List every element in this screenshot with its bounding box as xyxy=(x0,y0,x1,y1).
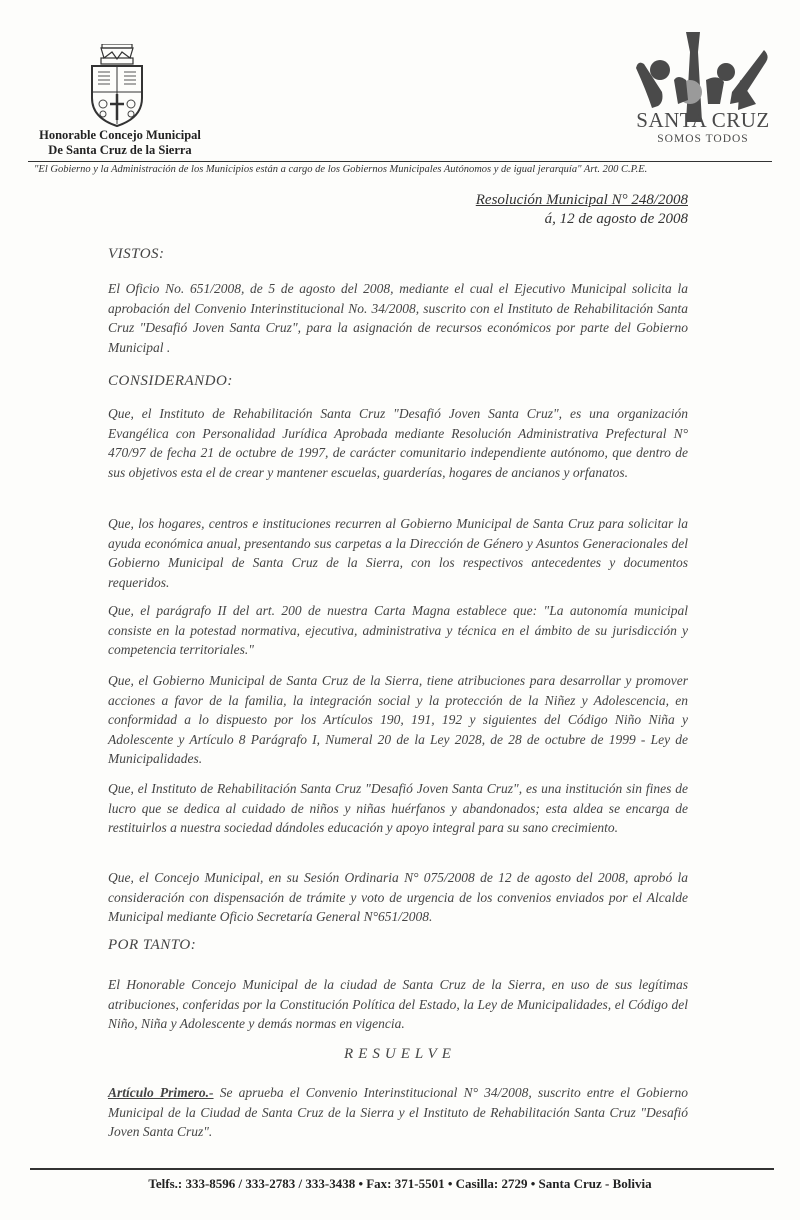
article-first-label: Artículo Primero.- xyxy=(108,1085,214,1100)
resolution-title: Resolución Municipal N° 248/2008 xyxy=(475,192,688,208)
coat-of-arms-icon xyxy=(88,44,146,128)
brand-name: SANTA CRUZ xyxy=(636,108,770,132)
header-divider xyxy=(28,161,772,162)
paragraph-considerando-3: Que, el parágrafo II del art. 200 de nuestra Carta Magna establece que: "La autonomía municipal consiste en la potestad normativa, ejecutiva, administrativa y técnica en el ámbito de su jurisdicción y competencia territoriales." xyxy=(108,603,688,657)
council-name xyxy=(20,128,220,158)
resolution-date: á, 12 de agosto de 2008 xyxy=(544,211,688,227)
article-first xyxy=(108,1083,688,1142)
brand-slogan: SOMOS TODOS xyxy=(657,133,749,145)
paragraph-considerando-4: Que, el Gobierno Municipal de Santa Cruz de la Sierra, tiene atribuciones para desarrollar y promover acciones a favor de la familia, la integración social y la protección de la Niñez y Adolescencia, en conformidad a lo dispuesto por los Artículos 190, 191, 192 y siguientes del Código Niño Niña y Adolescente y Artículo 8 Parágrafo I, Numeral 20 de la Ley 2028, de 28 de octubre de 1999 - Ley de Municipalidades. xyxy=(108,673,688,766)
article-first-text: Se aprueba el Convenio Interinstitucional N° 34/2008, suscrito entre el Gobierno Municipal de la Ciudad de Santa Cruz de la Sierra y el Instituto de Rehabilitación Santa Cruz "Desafió Joven Santa Cruz". xyxy=(108,1085,688,1139)
section-vistos: VISTOS: xyxy=(108,246,165,262)
section-considerando: CONSIDERANDO: xyxy=(108,373,233,389)
paragraph-vistos: El Oficio No. 651/2008, de 5 de agosto del 2008, mediante el cual el Ejecutivo Municipal solicita la aprobación del Convenio Interinstitucional No. 34/2008, suscrito con el Instituto de Rehabilitación Santa Cruz "Desafió Joven Santa Cruz", para la asignación de recursos económicos por parte del Gobierno Municipal . xyxy=(108,281,688,355)
paragraph-considerando-5: Que, el Instituto de Rehabilitación Santa Cruz "Desafió Joven Santa Cruz", es una institución sin fines de lucro que se dedica al cuidado de niños y niñas huérfanos y abandonados; esta aldea se encarga de restituirlos a nuestra sociedad dándoles educación y apoyo integral para su sano crecimiento. xyxy=(108,781,688,835)
section-por-tanto: POR TANTO: xyxy=(108,937,197,953)
paragraph-considerando-6: Que, el Concejo Municipal, en su Sesión Ordinaria N° 075/2008 de 12 de agosto del 2008, aprobó la consideración con dispensación de trámite y voto de urgencia de los convenios enviados por el Alcalde Municipal mediante Oficio Secretaría General N°651/2008. xyxy=(108,870,688,924)
paragraph-considerando-1: Que, el Instituto de Rehabilitación Santa Cruz "Desafió Joven Santa Cruz", es una organización Evangélica con Personalidad Jurídica Aprobada mediante Resolución Administrativa Prefectural N° 470/97 de fecha 21 de octubre de 1997, de carácter comunitario independiente autónomo, que dentro de sus objetivos esta el de crear y mantener escuelas, guarderías, hogares de ancianos y orfanatos. xyxy=(108,406,688,480)
constitution-motto: "El Gobierno y la Administración de los Municipios están a cargo de los Gobiernos Municipales Autónomos y de igual jerarquía" Art. 200 C.P.E. xyxy=(34,164,648,175)
section-resuelve: RESUELVE xyxy=(344,1046,456,1062)
council-line-2: De Santa Cruz de la Sierra xyxy=(48,143,192,157)
footer-divider xyxy=(30,1168,774,1170)
paragraph-por-tanto: El Honorable Concejo Municipal de la ciudad de Santa Cruz de la Sierra, en uso de sus legítimas atribuciones, conferidas por la Constitución Política del Estado, la Ley de Municipalidades, el Código del Niño, Niña y Adolescente y demás normas en vigencia. xyxy=(108,977,688,1031)
council-line-1: Honorable Concejo Municipal xyxy=(39,128,201,142)
footer-contact: Telfs.: 333-8596 / 333-2783 / 333-3438 • Fax: 371-5501 • Casilla: 2729 • Santa Cruz - Bolivia xyxy=(148,1176,652,1191)
paragraph-considerando-2: Que, los hogares, centros e instituciones recurren al Gobierno Municipal de Santa Cruz para solicitar la ayuda económica anual, presentando sus carpetas a la Dirección de Género y Asuntos Generacionales del Gobierno Municipal de Santa Cruz de la Sierra, con los respectivos antecedentes y documentos requeridos. xyxy=(108,516,688,590)
